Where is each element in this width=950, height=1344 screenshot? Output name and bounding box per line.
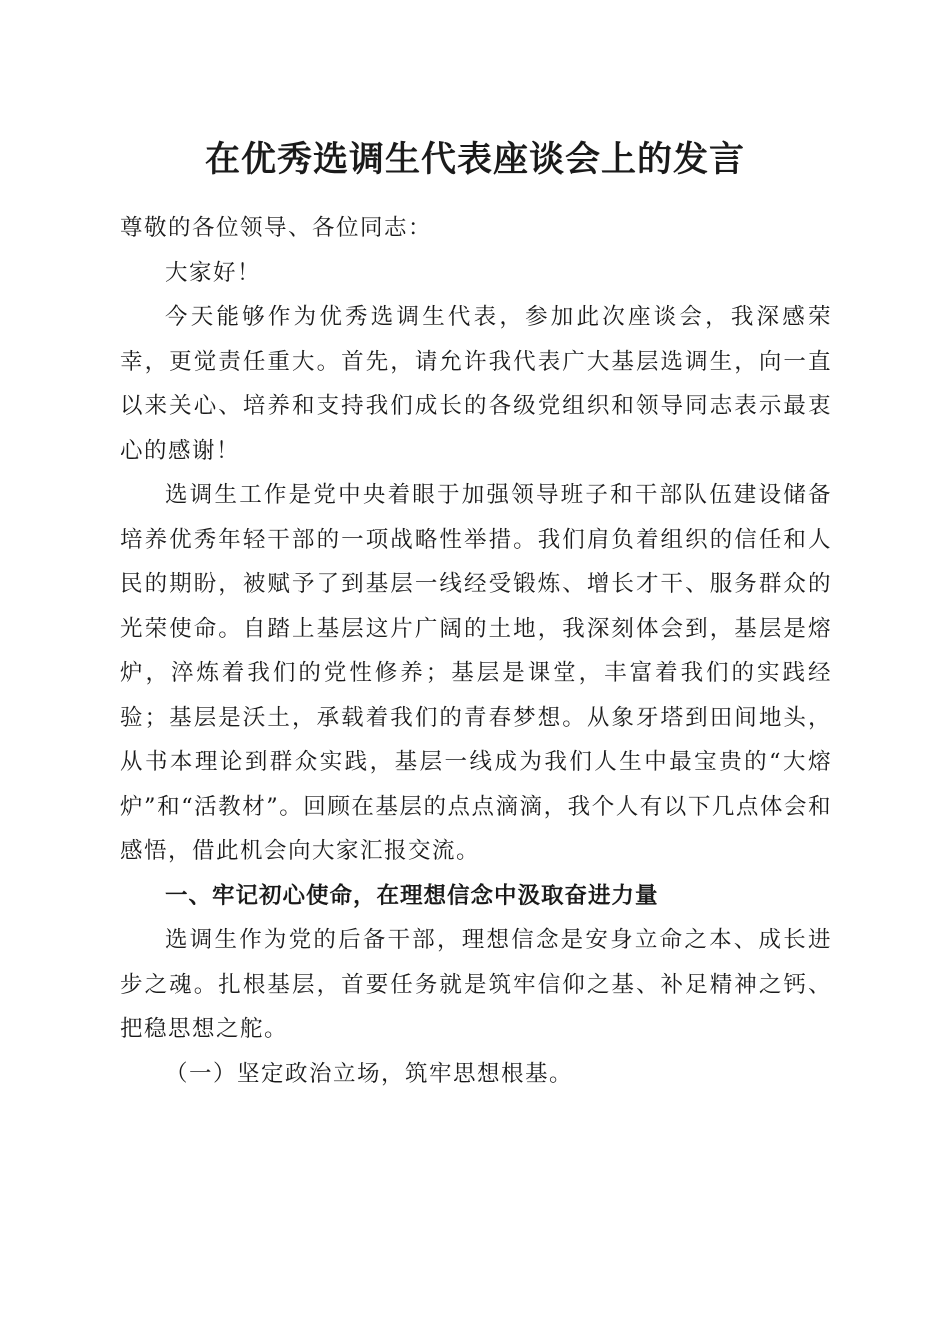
salutation: 尊敬的各位领导、各位同志： [120,215,433,241]
greeting: 大家好！ [165,259,262,286]
sub-section-heading: （一）坚定政治立场，筑牢思想根基。 [165,1060,574,1087]
document-body [120,206,832,1096]
section-heading: 一、牢记初心使命，在理想信念中汲取奋进力量 [165,882,659,909]
document-title: 在优秀选调生代表座谈会上的发言 [204,139,745,180]
paragraph-intro: 今天能够作为优秀选调生代表，参加此次座谈会，我深感荣幸，更觉责任重大。首先，请允许我代表广大基层选调生，向一直以来关心、培养和支持我们成长的各级党组织和领导同志表示最衷心的感谢！ [120,304,832,464]
section-paragraph: 选调生作为党的后备干部，理想信念是安身立命之本、成长进步之魂。扎根基层，首要任务就是筑牢信仰之基、补足精神之钙、把稳思想之舵。 [120,927,832,1042]
paragraph-background: 选调生工作是党中央着眼于加强领导班子和干部队伍建设储备培养优秀年轻干部的一项战略性举措。我们肩负着组织的信任和人民的期盼，被赋予了到基层一线经受锻炼、增长才干、服务群众的光荣使命。自踏上基层这片广阔的土地，我深刻体会到，基层是熔炉，淬炼着我们的党性修养；基层是课堂，丰富着我们的实践经验；基层是沃土，承载着我们的青春梦想。从象牙塔到田间地头，从书本理论到群众实践，基层一线成为我们人生中最宝贵的“大熔炉”和“活教材”。回顾在基层的点点滴滴，我个人有以下几点体会和感悟，借此机会向大家汇报交流。 [120,482,832,864]
